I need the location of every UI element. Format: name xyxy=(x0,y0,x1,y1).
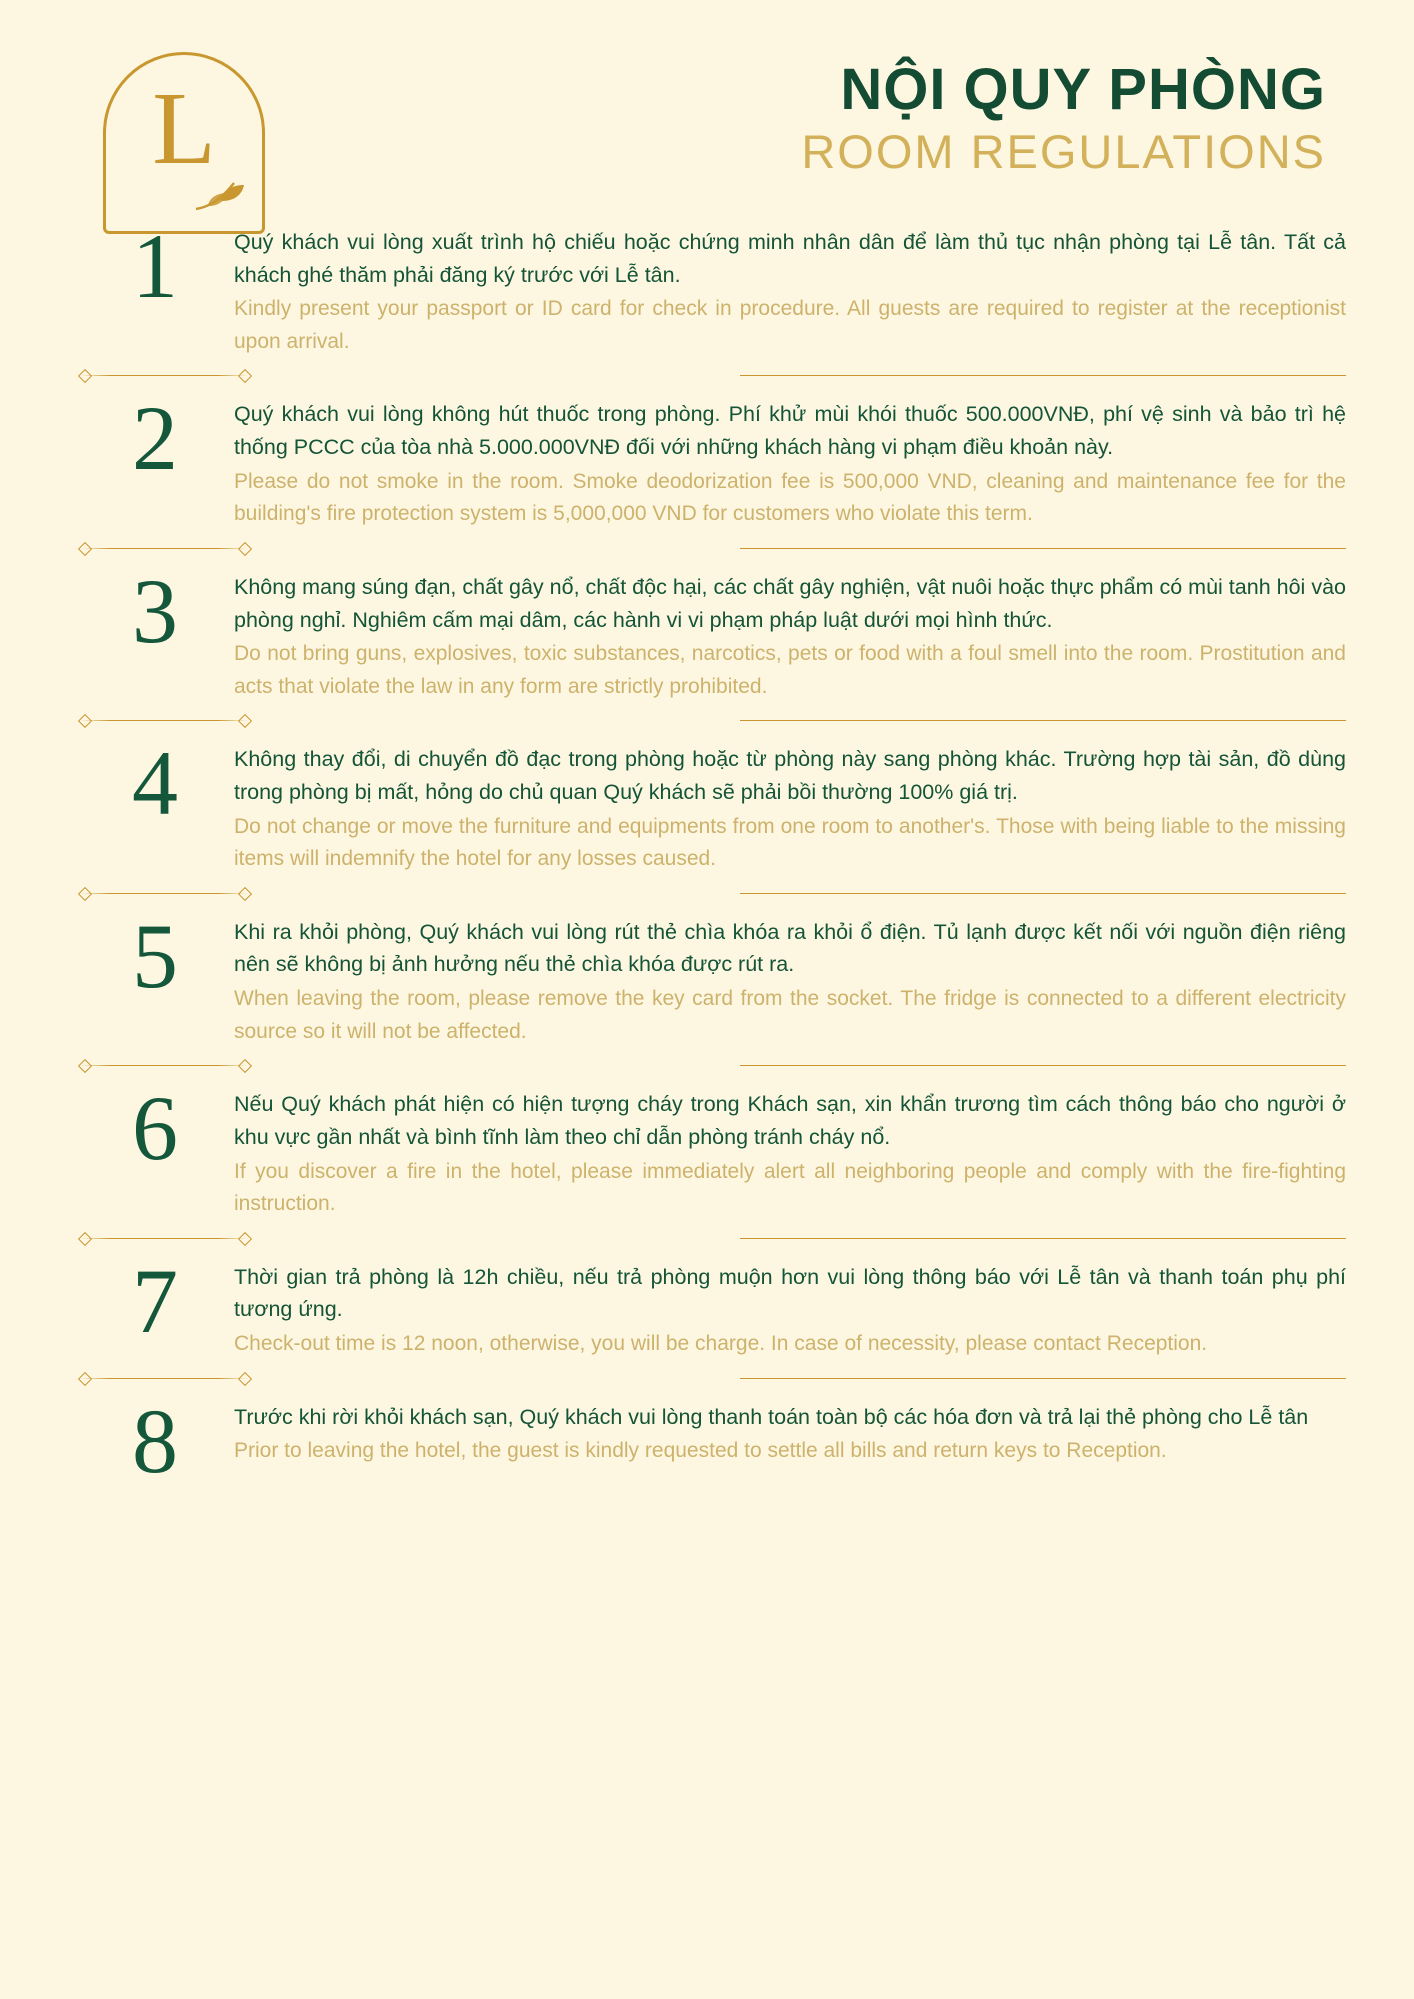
page-title-vi: NỘI QUY PHÒNG xyxy=(840,57,1326,122)
divider-diamond-icon xyxy=(78,1232,92,1246)
logo-arch-frame xyxy=(103,52,265,234)
section-divider xyxy=(80,709,1366,731)
rule-item xyxy=(80,386,1366,534)
rule-text-vi: Nếu Quý khách phát hiện có hiện tượng cháy trong Khách sạn, xin khẩn trương tìm cách thông báo cho người ở khu vực gần nhất và bình tĩnh làm theo chỉ dẫn phòng tránh cháy nổ. xyxy=(234,1092,1346,1149)
divider-diamond-icon xyxy=(78,887,92,901)
rule-text-en: Do not change or move the furniture and equipments from one room to another's. Those with being liable to the missing items will indemnify the hotel for any losses caused. xyxy=(234,814,1346,871)
divider-diamond-icon xyxy=(238,369,252,383)
divider-line-left xyxy=(80,1065,248,1066)
divider-diamond-icon xyxy=(78,1059,92,1073)
rule-number: 4 xyxy=(132,732,178,835)
rule-text-column xyxy=(230,1395,1366,1468)
rule-number-column xyxy=(80,1077,230,1180)
divider-diamond-icon xyxy=(78,1371,92,1385)
rule-text-vi: Quý khách vui lòng không hút thuốc trong phòng. Phí khử mùi khói thuốc 500.000VNĐ, phí vệ sinh và bảo trì hệ thống PCCC của tòa nhà 5.000.000VNĐ đối với những khách hàng vi phạm điều khoản này. xyxy=(234,402,1346,460)
title-block xyxy=(268,52,1366,179)
rule-item xyxy=(80,559,1366,707)
rule-text-en: Check-out time is 12 noon, otherwise, you will be charge. In case of necessity, please contact Reception. xyxy=(234,1331,1208,1355)
divider-diamond-icon xyxy=(78,714,92,728)
rule-number: 7 xyxy=(132,1249,178,1352)
divider-line-right xyxy=(740,1065,1346,1066)
divider-line-left xyxy=(80,1378,248,1379)
divider-diamond-icon xyxy=(238,542,252,556)
rule-text-column xyxy=(230,392,1366,530)
rule-text-vi: Không thay đổi, di chuyển đồ đạc trong phòng hoặc từ phòng này sang phòng khác. Trường hợp tài sản, đồ dùng trong phòng bị mất, hỏng do chủ quan Quý khách sẽ phải bồi thường 100% giá trị. xyxy=(234,747,1346,804)
rule-number: 2 xyxy=(132,387,178,490)
rule-item xyxy=(80,731,1366,879)
rules-list xyxy=(0,200,1414,1491)
section-divider xyxy=(80,1054,1366,1076)
rule-number: 3 xyxy=(132,559,178,662)
rule-number: 6 xyxy=(132,1077,178,1180)
rule-text-vi: Quý khách vui lòng xuất trình hộ chiếu hoặc chứng minh nhân dân để làm thủ tục nhận phòng tại Lễ tân. Tất cả khách ghé thăm phải đăng ký trước với Lễ tân. xyxy=(234,230,1346,287)
section-divider xyxy=(80,1367,1366,1389)
rule-text-en: Please do not smoke in the room. Smoke deodorization fee is 500,000 VND, cleaning and maintenance fee for the building's fire protection system is 5,000,000 VND for customers who violate this term. xyxy=(234,469,1346,526)
rule-text-column xyxy=(230,1255,1366,1361)
rule-text-vi: Thời gian trả phòng là 12h chiều, nếu trả phòng muộn hơn vui lòng thông báo với Lễ tân và thanh toán phụ phí tương ứng. xyxy=(234,1264,1346,1322)
leaf-ornament-icon xyxy=(194,175,250,215)
rule-number-column xyxy=(80,215,230,317)
rule-number: 1 xyxy=(132,215,178,317)
section-divider xyxy=(80,537,1366,559)
divider-line-right xyxy=(740,375,1346,376)
rule-text-column xyxy=(230,1082,1366,1220)
rule-text-en: If you discover a fire in the hotel, please immediately alert all neighboring people and comply with the fire-fighting instruction. xyxy=(234,1159,1346,1216)
rule-item xyxy=(80,904,1366,1052)
document-header xyxy=(0,0,1414,200)
rule-item xyxy=(80,1076,1366,1224)
rule-text-vi: Trước khi rời khỏi khách sạn, Quý khách vui lòng thanh toán toàn bộ các hóa đơn và trả lại thẻ phòng cho Lễ tân xyxy=(234,1404,1309,1429)
rule-item xyxy=(80,1249,1366,1365)
rule-number-column xyxy=(80,1249,230,1352)
divider-line-left xyxy=(80,893,248,894)
rule-text-column xyxy=(230,565,1366,703)
rule-number-column xyxy=(80,732,230,835)
logo-letter: L xyxy=(152,71,216,186)
divider-diamond-icon xyxy=(238,1059,252,1073)
divider-line-right xyxy=(740,548,1346,549)
rule-number: 5 xyxy=(132,904,178,1007)
divider-diamond-icon xyxy=(238,714,252,728)
divider-line-left xyxy=(80,375,248,376)
section-divider xyxy=(80,364,1366,386)
rule-text-en: When leaving the room, please remove the key card from the socket. The fridge is connected to a different electricity source so it will not be affected. xyxy=(234,987,1346,1043)
rule-text-column xyxy=(230,910,1366,1048)
rule-number-column xyxy=(80,904,230,1007)
rule-number: 8 xyxy=(132,1389,178,1492)
rule-text-column xyxy=(230,737,1366,875)
section-divider xyxy=(80,1227,1366,1249)
rule-text-en: Prior to leaving the hotel, the guest is kindly requested to settle all bills and return keys to Reception. xyxy=(234,1439,1167,1463)
rule-number-column xyxy=(80,387,230,490)
divider-diamond-icon xyxy=(78,369,92,383)
divider-line-left xyxy=(80,720,248,721)
divider-line-right xyxy=(740,1238,1346,1239)
divider-diamond-icon xyxy=(238,887,252,901)
divider-diamond-icon xyxy=(238,1232,252,1246)
divider-line-right xyxy=(740,1378,1346,1379)
rule-text-column xyxy=(230,220,1366,358)
divider-line-left xyxy=(80,548,248,549)
divider-diamond-icon xyxy=(238,1371,252,1385)
hotel-logo xyxy=(100,52,268,234)
rule-number-column xyxy=(80,1389,230,1492)
page-title-en: ROOM REGULATIONS xyxy=(801,124,1326,178)
divider-line-right xyxy=(740,720,1346,721)
rule-item xyxy=(80,1389,1366,1491)
rule-number-column xyxy=(80,559,230,662)
divider-line-right xyxy=(740,893,1346,894)
divider-diamond-icon xyxy=(78,542,92,556)
rule-text-en: Kindly present your passport or ID card for check in procedure. All guests are required to register at the receptionist upon arrival. xyxy=(234,297,1346,353)
divider-line-left xyxy=(80,1238,248,1239)
section-divider xyxy=(80,882,1366,904)
rule-item xyxy=(80,214,1366,362)
rule-text-vi: Không mang súng đạn, chất gây nổ, chất độc hại, các chất gây nghiện, vật nuôi hoặc thực phẩm có mùi tanh hôi vào phòng nghỉ. Nghiêm cấm mại dâm, các hành vi vi phạm pháp luật dưới mọi hình thức. xyxy=(234,574,1346,632)
rule-text-en: Do not bring guns, explosives, toxic substances, narcotics, pets or food with a foul smell into the room. Prostitution and acts that violate the law in any form are strictly prohibited. xyxy=(234,642,1346,698)
rule-text-vi: Khi ra khỏi phòng, Quý khách vui lòng rút thẻ chìa khóa ra khỏi ổ điện. Tủ lạnh được kết nối với nguồn điện riêng nên sẽ không bị ảnh hưởng nếu thẻ chìa khóa được rút ra. xyxy=(234,919,1346,977)
